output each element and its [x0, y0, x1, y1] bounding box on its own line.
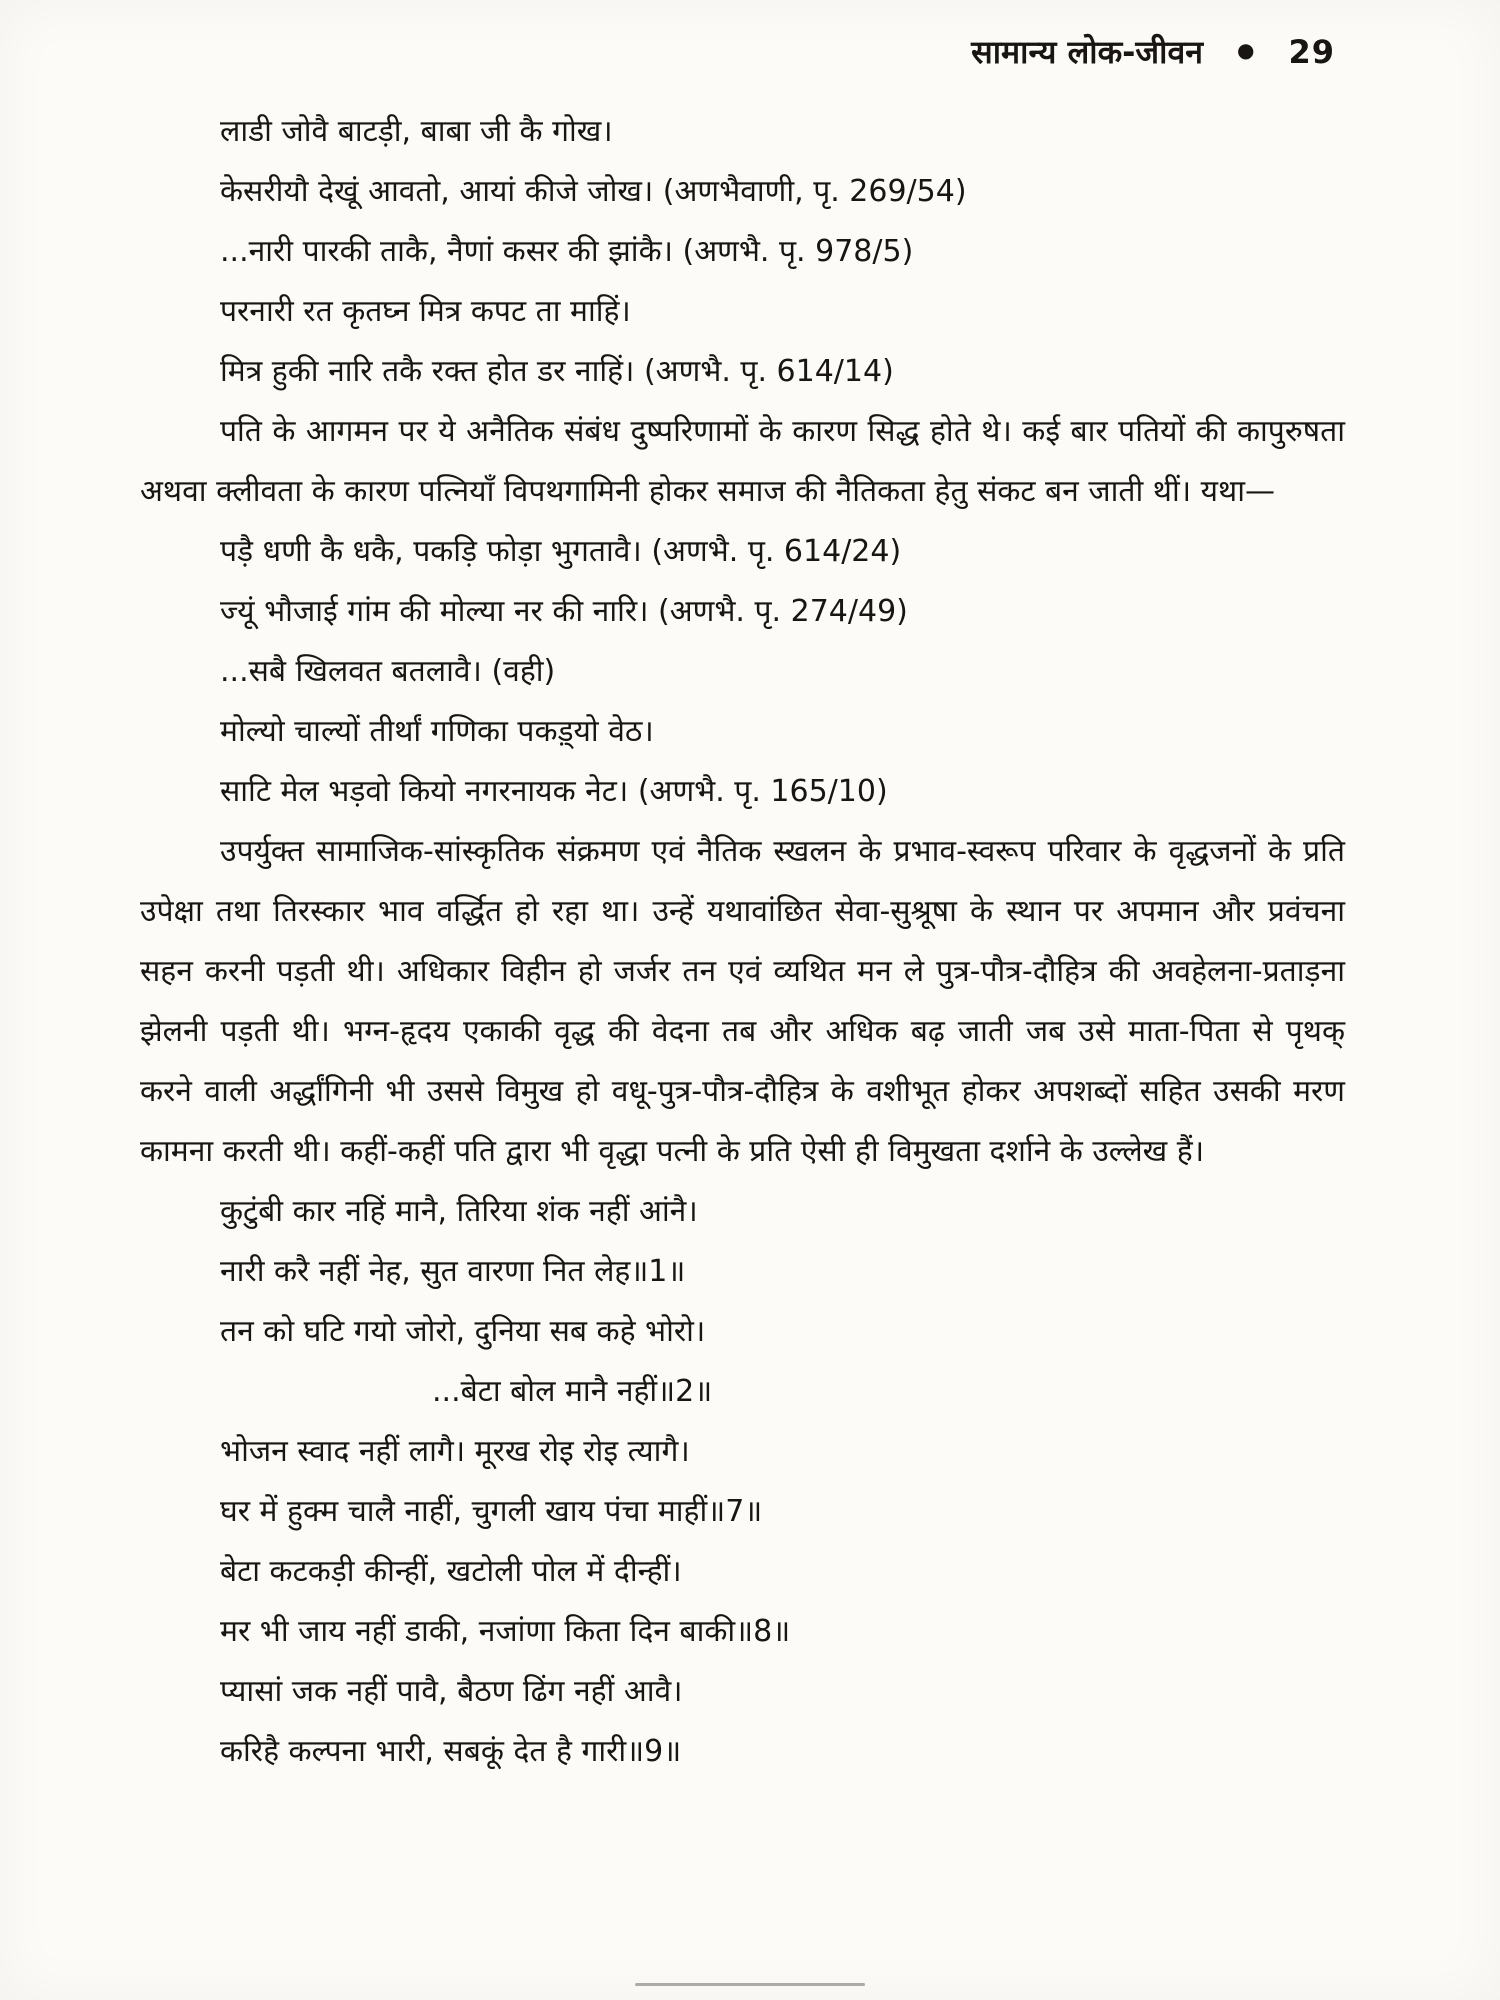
verse-line: मोल्यो चाल्यों तीर्थां गणिका पकड़्यो वेठ।	[220, 714, 654, 749]
verse-line: नारी करै नहीं नेह, सुत वारणा नित लेह॥1॥	[220, 1254, 686, 1289]
verse-line: लाडी जोवै बाटड़ी, बाबा जी कै गोख।	[220, 114, 613, 149]
verse-line: ...बेटा बोल मानै नहीं॥2॥	[432, 1374, 713, 1409]
verse-line: ...सबै खिलवत बतलावै। (वही)	[220, 654, 556, 689]
verse-line: साटि मेल भड़वो कियो नगरनायक नेट। (अणभै. पृ. 165/10)	[220, 774, 888, 809]
verse-line: भोजन स्वाद नहीं लागै। मूरख रोइ रोइ त्यागै।	[220, 1434, 690, 1469]
verse-line: मित्र हुकी नारि तकै रक्त होत डर नाहिं। (अणभै. पृ. 614/14)	[220, 354, 894, 389]
verse-line: कुटुंबी कार नहिं मानै, तिरिया शंक नहीं आंनै।	[220, 1194, 698, 1229]
verse-line: प्यासां जक नहीं पावै, बैठण ढिंग नहीं आवै।	[220, 1674, 683, 1709]
verse-line: ...नारी पारकी ताकै, नैणां कसर की झांकै। (अणभै. पृ. 978/5)	[220, 234, 914, 269]
verse-line: करिहै कल्पना भारी, सबकूं देत है गारी॥9॥	[220, 1734, 682, 1769]
verse-line: बेटा कटकड़ी कीन्हीं, खटोली पोल में दीन्हीं।	[220, 1554, 682, 1589]
bullet-icon: ●	[1237, 38, 1255, 62]
paragraph: पति के आगमन पर ये अनैतिक संबंध दुष्परिणामों के कारण सिद्ध होते थे। कई बार पतियों की कापुरुषता अथवा क्लीवता के कारण पत्नियाँ विपथगामिनी होकर समाज की नैतिकता हेतु संकट बन जाती थीं। यथा—	[140, 414, 1345, 509]
verse-line: मर भी जाय नहीं डाकी, नजांणा किता दिन बाकी॥8॥	[220, 1614, 791, 1649]
header-title: सामान्य लोक-जीवन	[971, 33, 1204, 71]
verse-line: ज्यूं भौजाई गांम की मोल्या नर की नारि। (अणभै. पृ. 274/49)	[220, 594, 908, 629]
running-header	[140, 30, 1335, 73]
paragraph: उपर्युक्त सामाजिक-सांस्कृतिक संक्रमण एवं नैतिक स्खलन के प्रभाव-स्वरूप परिवार के वृद्धजनों के प्रति उपेक्षा तथा तिरस्कार भाव वर्द्धित हो रहा था। उन्हें यथावांछित सेवा-सुश्रूषा के स्थान पर अपमान और प्रवंचना सहन करनी पड़ती थी। अधिकार विहीन हो जर्जर तन एवं व्यथित मन ले पुत्र-पौत्र-दौहित्र की अवहेलना-प्रताड़ना झेलनी पड़ती थी। भग्न-हृदय एकाकी वृद्ध की वेदना तब और अधिक बढ़ जाती जब उसे माता-पिता से पृथक् करने वाली अर्द्धांगिनी भी उससे विमुख हो वधू-पुत्र-पौत्र-दौहित्र के वशीभूत होकर अपशब्दों सहित उसकी मरण कामना करती थी। कहीं-कहीं पति द्वारा भी वृद्धा पत्नी के प्रति ऐसी ही विमुखता दर्शाने के उल्लेख हैं।	[140, 834, 1345, 1169]
verse-line: परनारी रत कृतघ्न मित्र कपट ता माहिं।	[220, 294, 631, 329]
scan-artifact	[635, 1983, 865, 1986]
verse-line: केसरीयौ देखूं आवतो, आयां कीजे जोख। (अणभैवाणी, पृ. 269/54)	[220, 174, 967, 209]
verse-line: पड़ै धणी कै धकै, पकड़ि फोड़ा भुगतावै। (अणभै. पृ. 614/24)	[220, 534, 902, 569]
page-number: 29	[1288, 33, 1335, 71]
verse-line: तन को घटि गयो जोरो, दुनिया सब कहे भोरो।	[220, 1314, 706, 1349]
verse-line: घर में हुक्म चालै नाहीं, चुगली खाय पंचा माहीं॥7॥	[220, 1494, 763, 1529]
page-body	[140, 102, 1345, 1782]
